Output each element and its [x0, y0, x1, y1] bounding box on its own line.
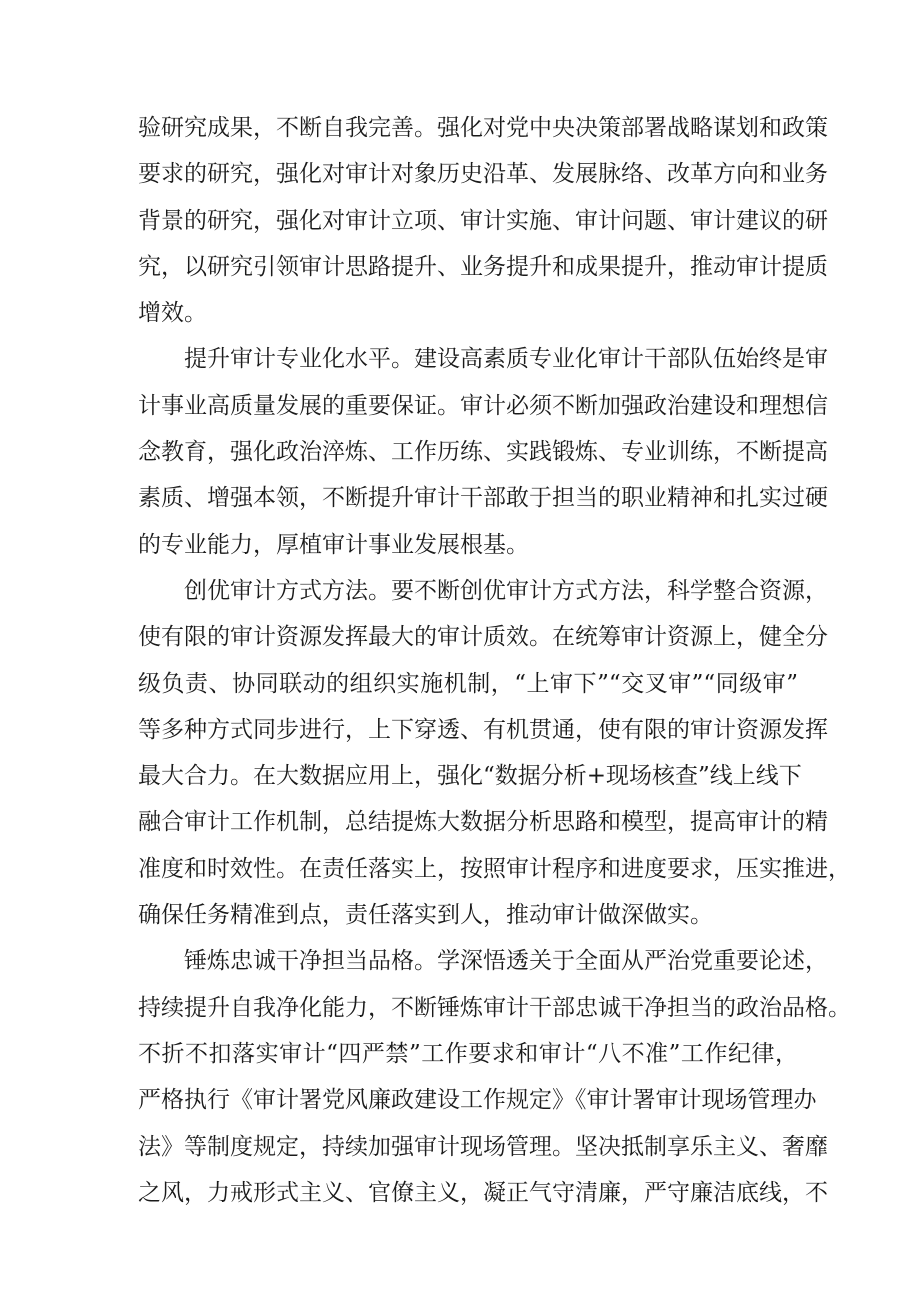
- paragraph-integrity: [138, 938, 851, 1216]
- text-line: 法》等制度规定，持续加强审计现场管理。坚决抵制享乐主义、奢靡: [138, 1133, 828, 1160]
- text-line: 锤炼忠诚干净担当品格。学深悟透关于全面从严治党重要论述，: [184, 948, 828, 975]
- text-line: 要求的研究，强化对审计对象历史沿革、发展脉络、改革方向和业务: [138, 161, 828, 188]
- text-line: 确保任务精准到点，责任落实到人，推动审计做深做实。: [138, 902, 713, 929]
- text-line: 融合审计工作机制，总结提炼大数据分析思路和模型，提高审计的精: [138, 809, 828, 836]
- text-line: 的专业能力，厚植审计事业发展根基。: [138, 531, 529, 558]
- text-line: 严格执行《审计署党风廉政建设工作规定》《审计署审计现场管理办: [138, 1087, 817, 1114]
- text-line: 创优审计方式方法。要不断创优审计方式方法，科学整合资源，: [184, 577, 828, 604]
- text-line: 之风，力戒形式主义、官僚主义，凝正气守清廉，严守廉洁底线，不: [138, 1179, 828, 1206]
- paragraph-audit-methods: [138, 568, 851, 938]
- text-line: 最大合力。在大数据应用上，强化“数据分析+现场核查”线上线下: [138, 763, 802, 790]
- text-line: 持续提升自我净化能力，不断锤炼审计干部忠诚干净担当的政治品格。: [138, 994, 851, 1021]
- text-line: 等多种方式同步进行，上下穿透、有机贯通，使有限的审计资源发挥: [138, 716, 828, 743]
- document-body: [138, 105, 851, 1216]
- text-line: 增效。: [138, 300, 207, 327]
- text-line: 验研究成果，不断自我完善。强化对党中央决策部署战略谋划和政策: [138, 115, 828, 141]
- text-line: 背景的研究，强化对审计立项、审计实施、审计问题、审计建议的研: [138, 207, 828, 234]
- text-line: 素质、增强本领，不断提升审计干部敢于担当的职业精神和扎实过硬: [138, 485, 828, 512]
- text-line: 念教育，强化政治淬炼、工作历练、实践锻炼、专业训练，不断提高: [138, 439, 828, 466]
- text-line: 提升审计专业化水平。建设高素质专业化审计干部队伍始终是审: [184, 346, 828, 373]
- text-line: 级负责、协同联动的组织实施机制，“上审下”“交叉审”“同级审”: [138, 670, 798, 697]
- text-line: 使有限的审计资源发挥最大的审计质效。在统筹审计资源上，健全分: [138, 624, 828, 651]
- paragraph-research-results: [138, 105, 828, 336]
- paragraph-professionalism: [138, 336, 828, 567]
- text-line: 准度和时效性。在责任落实上，按照审计程序和进度要求，压实推进，: [138, 855, 851, 882]
- text-line: 究，以研究引领审计思路提升、业务提升和成果提升，推动审计提质: [138, 253, 828, 280]
- text-line: 不折不扣落实审计“四严禁”工作要求和审计“八不准”工作纪律，: [138, 1040, 798, 1067]
- text-line: 计事业高质量发展的重要保证。审计必须不断加强政治建设和理想信: [138, 392, 828, 419]
